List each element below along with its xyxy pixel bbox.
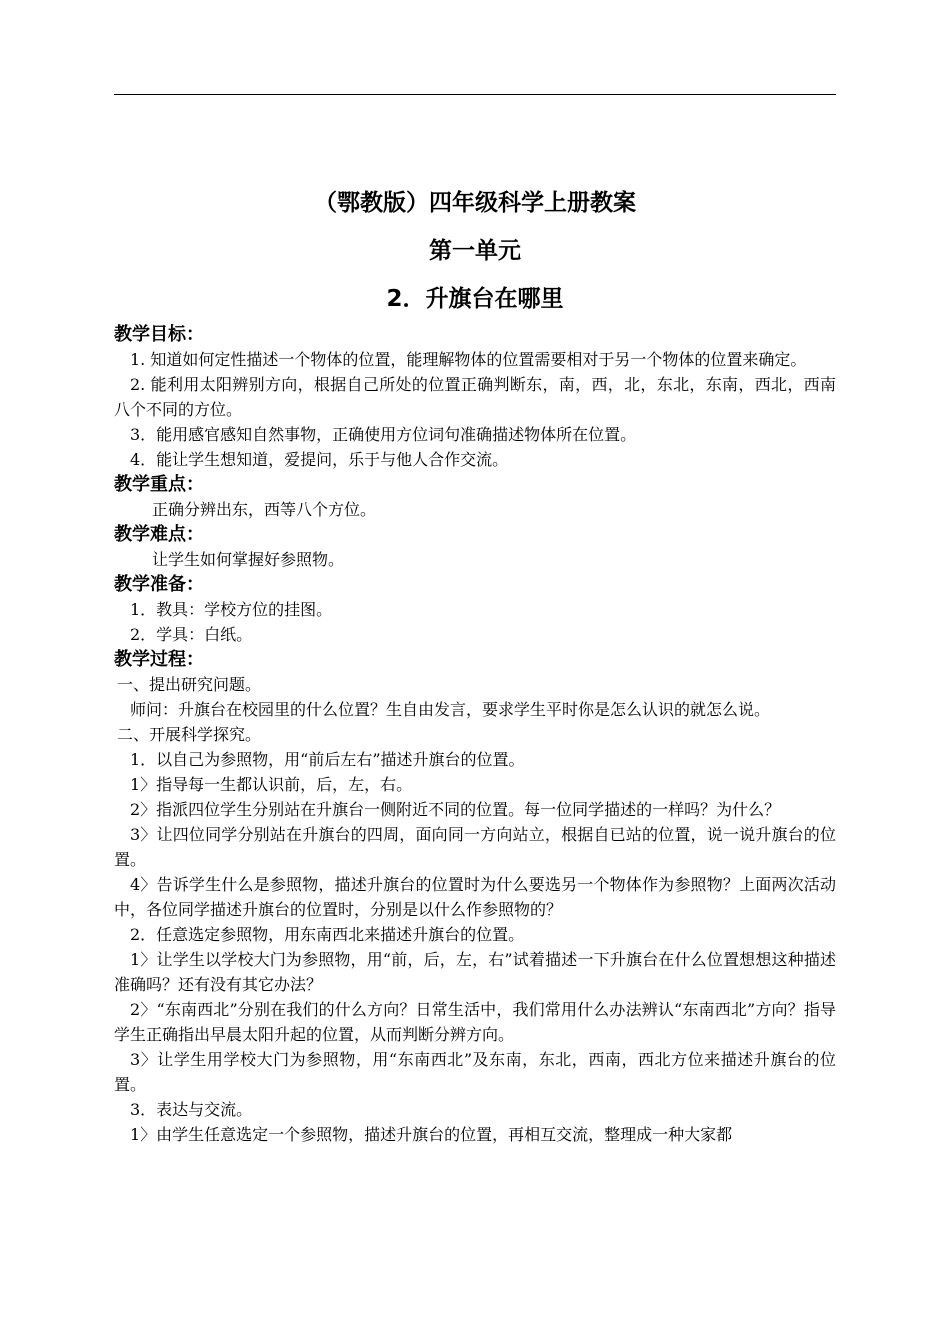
unit-title: 第一单元 <box>429 238 521 264</box>
process-step: 2．任意选定参照物，用东南西北来描述升旗台的位置。 <box>130 925 525 944</box>
document-title: （鄂教版）四年级科学上册教案 <box>314 190 636 216</box>
process-step: 师问：升旗台在校园里的什么位置？生自由发言，要求学生平时你是怎么认识的就怎么说。 <box>130 700 771 719</box>
key-point-text: 正确分辨出东，西等八个方位。 <box>152 500 377 519</box>
process-step: 一、提出研究问题。 <box>117 675 262 694</box>
process-step: 4〉告诉学生什么是参照物，描述升旗台的位置时为什么要选另一个物体作为参照物？上面两次活动中，各位同学描述升旗台的位置时，分别是以什么作参照物的？ <box>114 875 836 919</box>
document-body <box>114 180 836 1147</box>
preparation-heading: 教学准备： <box>114 574 204 595</box>
header-rule <box>114 94 836 95</box>
preparation-item: 1．教具：学校方位的挂图。 <box>130 600 333 619</box>
difficulty-text: 让学生如何掌握好参照物。 <box>152 550 345 569</box>
objectives-heading: 教学目标： <box>114 324 204 345</box>
process-step: 1．以自己为参照物，用“前后左右”描述升旗台的位置。 <box>130 750 525 769</box>
objective-item: 2. 能利用太阳辨别方向，根据自己所处的位置正确判断东，南，西，北，东北，东南，西北，西南八个不同的方位。 <box>114 375 836 419</box>
difficulty-heading: 教学难点： <box>114 524 204 545</box>
process-step: 3〉让四位同学分别站在升旗台的四周，面向同一方向站立，根据自已站的位置，说一说升旗台的位置。 <box>114 825 836 869</box>
process-step: 1〉由学生任意选定一个参照物，描述升旗台的位置，再相互交流，整理成一种大家都 <box>130 1125 733 1144</box>
process-step: 2〉“东南西北”分别在我们的什么方向？日常生活中，我们常用什么办法辨认“东南西北”方向？指导学生正确指出早晨太阳升起的位置，从而判断分辨方向。 <box>114 1000 836 1044</box>
process-step: 3〉让学生用学校大门为参照物，用“东南西北”及东南，东北，西南，西北方位来描述升旗台的位置。 <box>114 1050 836 1094</box>
process-step: 2〉指派四位学生分别站在升旗台一侧附近不同的位置。每一位同学描述的一样吗？为什么？ <box>130 800 781 819</box>
objective-item: 1. 知道如何定性描述一个物体的位置，能理解物体的位置需要相对于另一个物体的位置来确定。 <box>130 350 807 369</box>
process-step: 二、开展科学探究。 <box>117 725 262 744</box>
process-step: 1〉让学生以学校大门为参照物，用“前，后，左，右”试着描述一下升旗台在什么位置想想这种描述准确吗？还有没有其它办法？ <box>114 950 836 994</box>
objective-item: 3．能用感官感知自然事物，正确使用方位词句准确描述物体所在位置。 <box>130 425 637 444</box>
process-step: 1〉指导每一生都认识前，后，左，右。 <box>130 775 413 794</box>
process-step: 3．表达与交流。 <box>130 1100 253 1119</box>
lesson-title: 2．升旗台在哪里 <box>386 286 564 312</box>
process-heading: 教学过程： <box>114 649 204 670</box>
objective-item: 4．能让学生想知道，爱提问，乐于与他人合作交流。 <box>130 450 509 469</box>
key-point-heading: 教学重点： <box>114 474 204 495</box>
preparation-item: 2．学具：白纸。 <box>130 625 253 644</box>
